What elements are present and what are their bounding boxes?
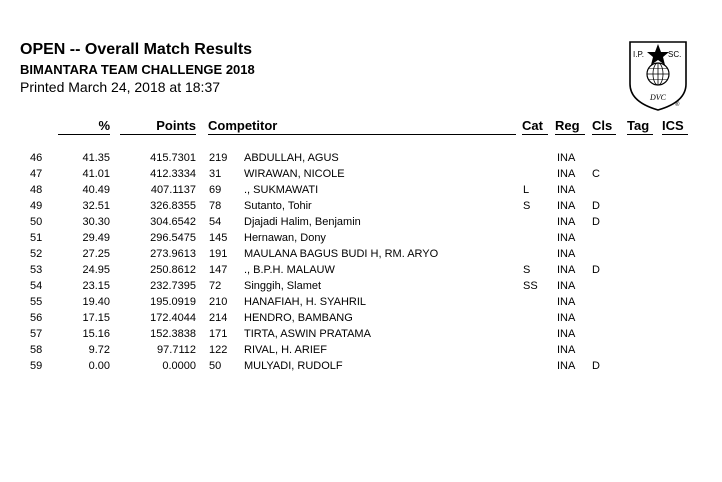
place-cell: 48 <box>30 184 43 196</box>
competitor-number-cell: 31 <box>209 168 222 180</box>
competitor-name-cell: WIRAWAN, NICOLE <box>244 168 345 180</box>
percent-cell: 41.01 <box>82 168 110 180</box>
place-cell: 57 <box>30 328 43 340</box>
table-row <box>0 294 722 310</box>
cls-cell: C <box>592 168 600 180</box>
competitor-number-cell: 78 <box>209 200 222 212</box>
percent-cell: 19.40 <box>82 296 110 308</box>
table-row <box>0 150 722 166</box>
competitor-number-cell: 171 <box>209 328 228 340</box>
reg-cell: INA <box>557 344 576 356</box>
competitor-number-cell: 54 <box>209 216 222 228</box>
points-cell: 273.9613 <box>150 248 196 260</box>
table-row <box>0 278 722 294</box>
logo-text-left: I.P. <box>633 50 644 59</box>
reg-cell: INA <box>557 296 576 308</box>
competitor-name-cell: HANAFIAH, H. SYAHRIL <box>244 296 367 308</box>
competitor-name-cell: Hernawan, Dony <box>244 232 326 244</box>
reg-cell: INA <box>557 264 576 276</box>
competitor-name-cell: TIRTA, ASWIN PRATAMA <box>244 328 371 340</box>
logo-text-bottom: DVC <box>650 93 666 102</box>
points-cell: 304.6542 <box>150 216 196 228</box>
percent-cell: 17.15 <box>82 312 110 324</box>
points-cell: 296.5475 <box>150 232 196 244</box>
points-cell: 250.8612 <box>150 264 196 276</box>
competitor-number-cell: 219 <box>209 152 228 164</box>
reg-cell: INA <box>557 168 576 180</box>
percent-cell: 9.72 <box>88 344 110 356</box>
header-reg[interactable]: Reg <box>555 118 585 135</box>
cat-cell: SS <box>523 280 538 292</box>
cls-cell: D <box>592 200 600 212</box>
cat-cell: L <box>523 184 530 196</box>
percent-cell: 15.16 <box>82 328 110 340</box>
cls-cell: D <box>592 360 600 372</box>
points-cell: 407.1137 <box>150 184 196 196</box>
table-row <box>0 326 722 342</box>
printed-date: Printed March 24, 2018 at 18:37 <box>20 79 221 95</box>
reg-cell: INA <box>557 328 576 340</box>
header-points[interactable]: Points <box>120 118 196 135</box>
reg-cell: INA <box>557 280 576 292</box>
competitor-number-cell: 122 <box>209 344 228 356</box>
percent-cell: 29.49 <box>82 232 110 244</box>
points-cell: 415.7301 <box>150 152 196 164</box>
place-cell: 49 <box>30 200 43 212</box>
table-row <box>0 262 722 278</box>
header-cat[interactable]: Cat <box>522 118 548 135</box>
percent-cell: 23.15 <box>82 280 110 292</box>
place-cell: 58 <box>30 344 43 356</box>
match-name: BIMANTARA TEAM CHALLENGE 2018 <box>20 62 255 77</box>
logo-text-right: SC. <box>668 50 682 59</box>
table-row <box>0 342 722 358</box>
points-cell: 195.0919 <box>150 296 196 308</box>
logo-registered: ® <box>675 102 680 108</box>
points-cell: 0.0000 <box>162 360 196 372</box>
competitor-number-cell: 69 <box>209 184 222 196</box>
table-row <box>0 358 722 374</box>
competitor-number-cell: 191 <box>209 248 228 260</box>
points-cell: 326.8355 <box>150 200 196 212</box>
competitor-number-cell: 72 <box>209 280 222 292</box>
table-row <box>0 246 722 262</box>
reg-cell: INA <box>557 360 576 372</box>
percent-cell: 27.25 <box>82 248 110 260</box>
reg-cell: INA <box>557 312 576 324</box>
points-cell: 172.4044 <box>150 312 196 324</box>
competitor-number-cell: 210 <box>209 296 228 308</box>
place-cell: 59 <box>30 360 43 372</box>
header-percent[interactable]: % <box>58 118 110 135</box>
table-row <box>0 198 722 214</box>
percent-cell: 30.30 <box>82 216 110 228</box>
place-cell: 46 <box>30 152 43 164</box>
percent-cell: 40.49 <box>82 184 110 196</box>
table-row <box>0 310 722 326</box>
place-cell: 50 <box>30 216 43 228</box>
competitor-name-cell: RIVAL, H. ARIEF <box>244 344 327 356</box>
table-row <box>0 214 722 230</box>
header-cls[interactable]: Cls <box>592 118 616 135</box>
report-title: OPEN -- Overall Match Results <box>20 41 253 58</box>
place-cell: 47 <box>30 168 43 180</box>
percent-cell: 24.95 <box>82 264 110 276</box>
cat-cell: S <box>523 200 531 212</box>
table-row <box>0 166 722 182</box>
percent-cell: 41.35 <box>82 152 110 164</box>
reg-cell: INA <box>557 184 576 196</box>
header-ics[interactable]: ICS <box>662 118 688 135</box>
header-tag[interactable]: Tag <box>627 118 653 135</box>
reg-cell: INA <box>557 152 576 164</box>
table-row <box>0 182 722 198</box>
place-cell: 56 <box>30 312 43 324</box>
competitor-name-cell: ., B.P.H. MALAUW <box>244 264 335 276</box>
percent-cell: 0.00 <box>88 360 110 372</box>
competitor-number-cell: 214 <box>209 312 228 324</box>
place-cell: 52 <box>30 248 43 260</box>
place-cell: 53 <box>30 264 43 276</box>
points-cell: 97.7112 <box>157 344 196 356</box>
points-cell: 412.3334 <box>150 168 196 180</box>
competitor-number-cell: 147 <box>209 264 228 276</box>
points-cell: 232.7395 <box>150 280 196 292</box>
cat-cell: S <box>523 264 531 276</box>
competitor-name-cell: Sutanto, Tohir <box>244 200 312 212</box>
percent-cell: 32.51 <box>82 200 110 212</box>
points-cell: 152.3838 <box>150 328 196 340</box>
competitor-name-cell: MAULANA BAGUS BUDI H, RM. ARYO <box>244 248 439 260</box>
competitor-name-cell: ., SUKMAWATI <box>244 184 319 196</box>
competitor-name-cell: MULYADI, RUDOLF <box>244 360 343 372</box>
cls-cell: D <box>592 216 600 228</box>
cls-cell: D <box>592 264 600 276</box>
competitor-number-cell: 145 <box>209 232 228 244</box>
place-cell: 51 <box>30 232 43 244</box>
competitor-name-cell: ABDULLAH, AGUS <box>244 152 339 164</box>
header-competitor[interactable]: Competitor <box>208 118 516 135</box>
table-row <box>0 230 722 246</box>
place-cell: 55 <box>30 296 43 308</box>
ipsc-logo <box>628 40 688 112</box>
reg-cell: INA <box>557 200 576 212</box>
place-cell: 54 <box>30 280 43 292</box>
reg-cell: INA <box>557 232 576 244</box>
reg-cell: INA <box>557 216 576 228</box>
reg-cell: INA <box>557 248 576 260</box>
competitor-name-cell: Djajadi Halim, Benjamin <box>244 216 361 228</box>
competitor-name-cell: Singgih, Slamet <box>244 280 322 292</box>
competitor-number-cell: 50 <box>209 360 222 372</box>
competitor-name-cell: HENDRO, BAMBANG <box>244 312 353 324</box>
